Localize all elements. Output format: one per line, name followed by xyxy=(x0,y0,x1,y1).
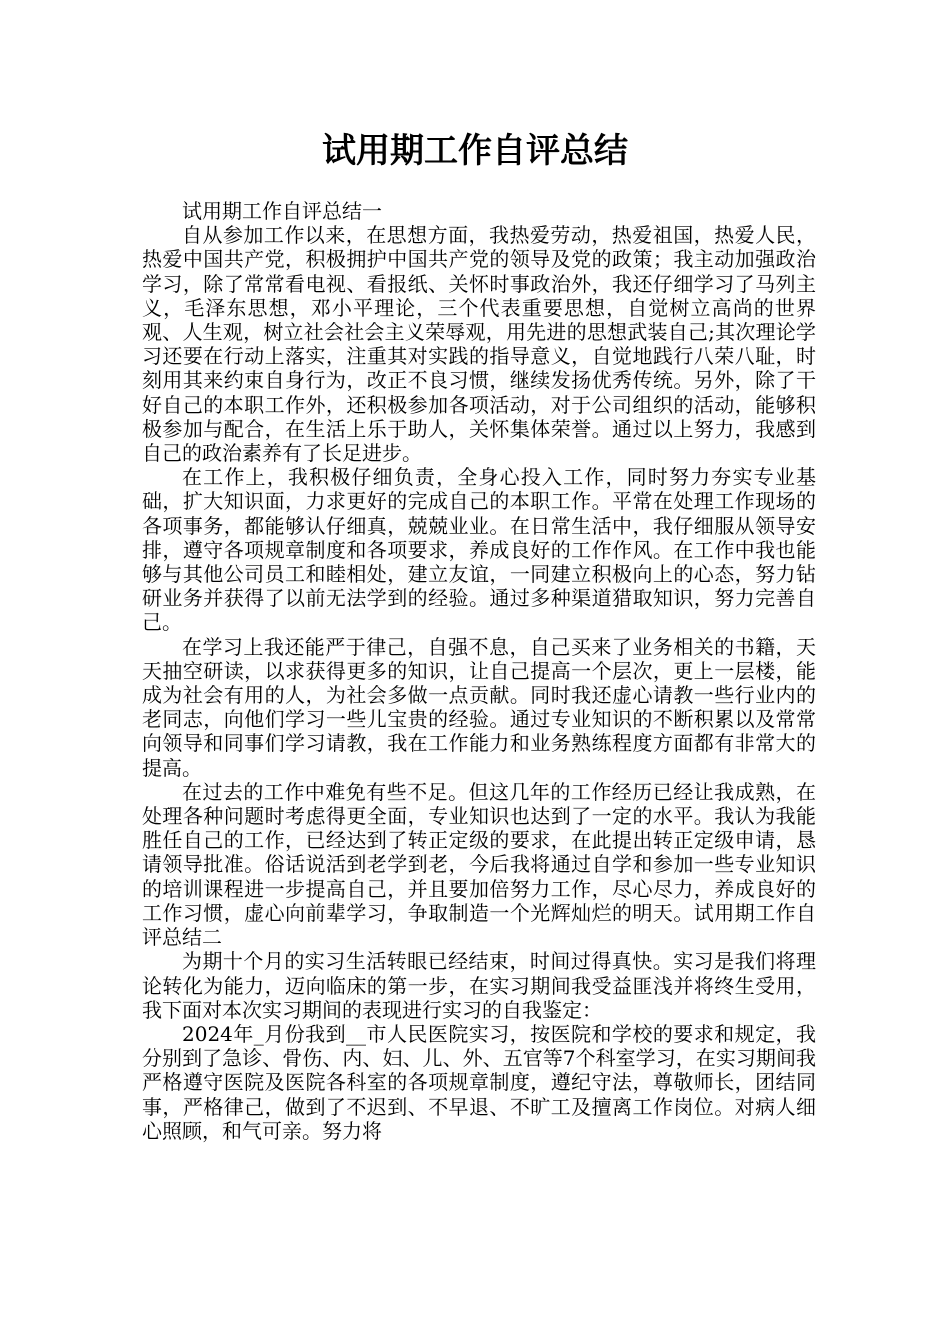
paragraph-work: 在工作上，我积极仔细负责，全身心投入工作，同时努力夯实专业基础，扩大知识面，力求更好的完成自己的本职工作。平常在处理工作现场的各项事务，都能够认仔细真，兢兢业业。在日常生活中，我仔细服从领导安排，遵守各项规章制度和各项要求，养成良好的工作作风。在工作中我也能够与其他公司员工和睦相处，建立友谊，一同建立积极向上的心态，努力钻研业务并获得了以前无法学到的经验。通过多种渠道猎取知识，努力完善自己。 xyxy=(142,465,816,635)
document-title: 试用期工作自评总结 xyxy=(322,131,628,171)
paragraph-internship-intro: 为期十个月的实习生活转眼已经结束，时间过得真快。实习是我们将理论转化为能力，迈向临床的第一步，在实习期间我受益匪浅并将终生受用，我下面对本次实习期间的表现进行实习的自我鉴定： xyxy=(142,949,816,1022)
document-body xyxy=(142,199,816,1143)
paragraph-internship-details: 2024年_月份我到__市人民医院实习，按医院和学校的要求和规定，我分别到了急诊、骨伤、内、妇、儿、外、五官等7个科室学习，在实习期间我严格遵守医院及医院各科室的各项规章制度，遵纪守法，尊敬师长，团结同事，严格律己，做到了不迟到、不早退、不旷工及擅离工作岗位。对病人细心照顾，和气可亲。努力将 xyxy=(142,1021,816,1143)
paragraph-political-thought: 自从参加工作以来，在思想方面，我热爱劳动，热爱祖国，热爱人民，热爱中国共产党，积极拥护中国共产党的领导及党的政策；我主动加强政治学习，除了常常看电视、看报纸、关怀时事政治外，我还仔细学习了马列主义，毛泽东思想，邓小平理论，三个代表重要思想，自觉树立高尚的世界观、人生观，树立社会社会主义荣辱观，用先进的思想武装自己;其次理论学习还要在行动上落实，注重其对实践的指导意义，自觉地践行八荣八耻，时刻用其来约束自身行为，改正不良习惯，继续发扬优秀传统。另外，除了干好自己的本职工作外，还积极参加各项活动，对于公司组织的活动，能够积极参加与配合，在生活上乐于助人，关怀集体荣誉。通过以上努力，我感到自己的政治素养有了长足进步。 xyxy=(142,223,816,466)
section-heading-one: 试用期工作自评总结一 xyxy=(182,199,382,223)
paragraph-shortcomings: 在过去的工作中难免有些不足。但这几年的工作经历已经让我成熟，在处理各种问题时考虑得更全面，专业知识也达到了一定的水平。我认为我能胜任自己的工作，已经达到了转正定级的要求，在此提出转正定级申请，恳请领导批准。俗话说活到老学到老，今后我将通过自学和参加一些专业知识的培训课程进一步提高自己，并且要加倍努力工作，尽心尽力，养成良好的工作习惯，虚心向前辈学习，争取制造一个光辉灿烂的明天。试用期工作自评总结二 xyxy=(142,779,816,950)
paragraph-study: 在学习上我还能严于律己，自强不息，自己买来了业务相关的书籍，天天抽空研读，以求获得更多的知识，让自己提高一个层次，更上一层楼，能成为社会有用的人，为社会多做一点贡献。同时我还虚心请教一些行业内的老同志，向他们学习一些儿宝贵的经验。通过专业知识的不断积累以及常常向领导和同事们学习请教，我在工作能力和业务熟练程度方面都有非常大的提高。 xyxy=(142,634,816,780)
